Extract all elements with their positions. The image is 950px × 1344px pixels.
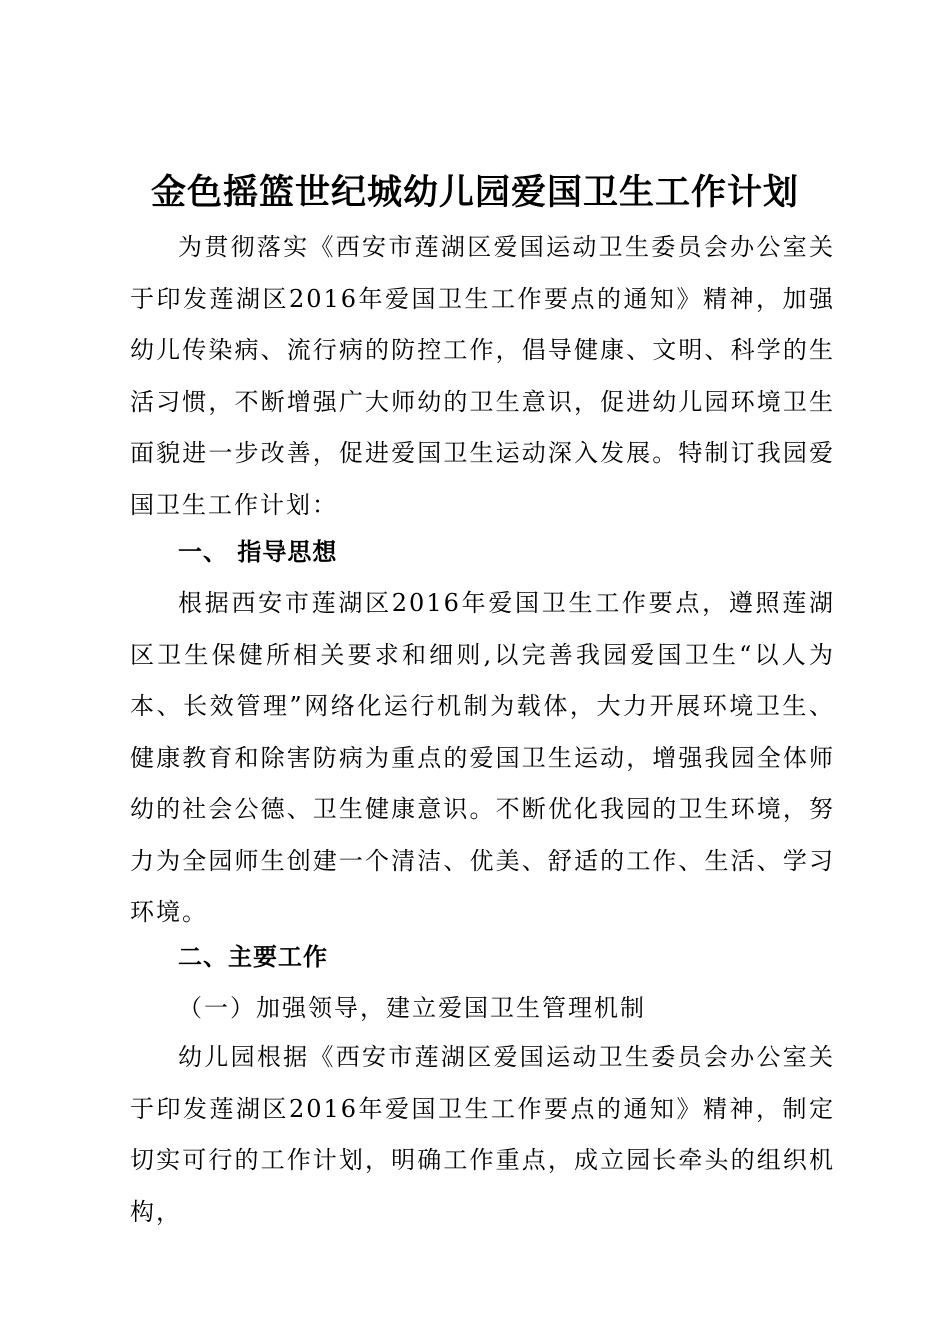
intro-paragraph: 为贯彻落实《西安市莲湖区爱国运动卫生委员会办公室关于印发莲湖区2016年爱国卫生工作要点的通知》精神，加强幼儿传染病、流行病的防控工作，倡导健康、文明、科学的生活习惯，不断增强广大师幼的卫生意识，促进幼儿园环境卫生面貌进一步改善，促进爱国卫生运动深入发展。特制订我园爱国卫生工作计划： — [130, 233, 835, 519]
section-heading-guiding-ideology: 一、 指导思想 — [178, 538, 338, 566]
leadership-paragraph: 幼儿园根据《西安市莲湖区爱国运动卫生委员会办公室关于印发莲湖区2016年爱国卫生工作要点的通知》精神，制定切实可行的工作计划，明确工作重点，成立园长牵头的组织机构， — [130, 1043, 835, 1226]
subsection-heading-leadership: （一）加强领导，建立爱国卫生管理机制 — [178, 994, 646, 1022]
guiding-ideology-paragraph: 根据西安市莲湖区2016年爱国卫生工作要点，遵照莲湖区卫生保健所相关要求和细则,以完善我园爱国卫生“以人为本、长效管理”网络化运行机制为载体，大力开展环境卫生、健康教育和除害防病为重点的爱国卫生运动，增强我园全体师幼的社会公德、卫生健康意识。不断优化我园的卫生环境，努力为全园师生创建一个清洁、优美、舒适的工作、生活、学习环境。 — [130, 589, 835, 926]
section-heading-main-work: 二、主要工作 — [178, 943, 328, 971]
document-title: 金色摇篮世纪城幼儿园爱国卫生工作计划 — [150, 173, 799, 213]
